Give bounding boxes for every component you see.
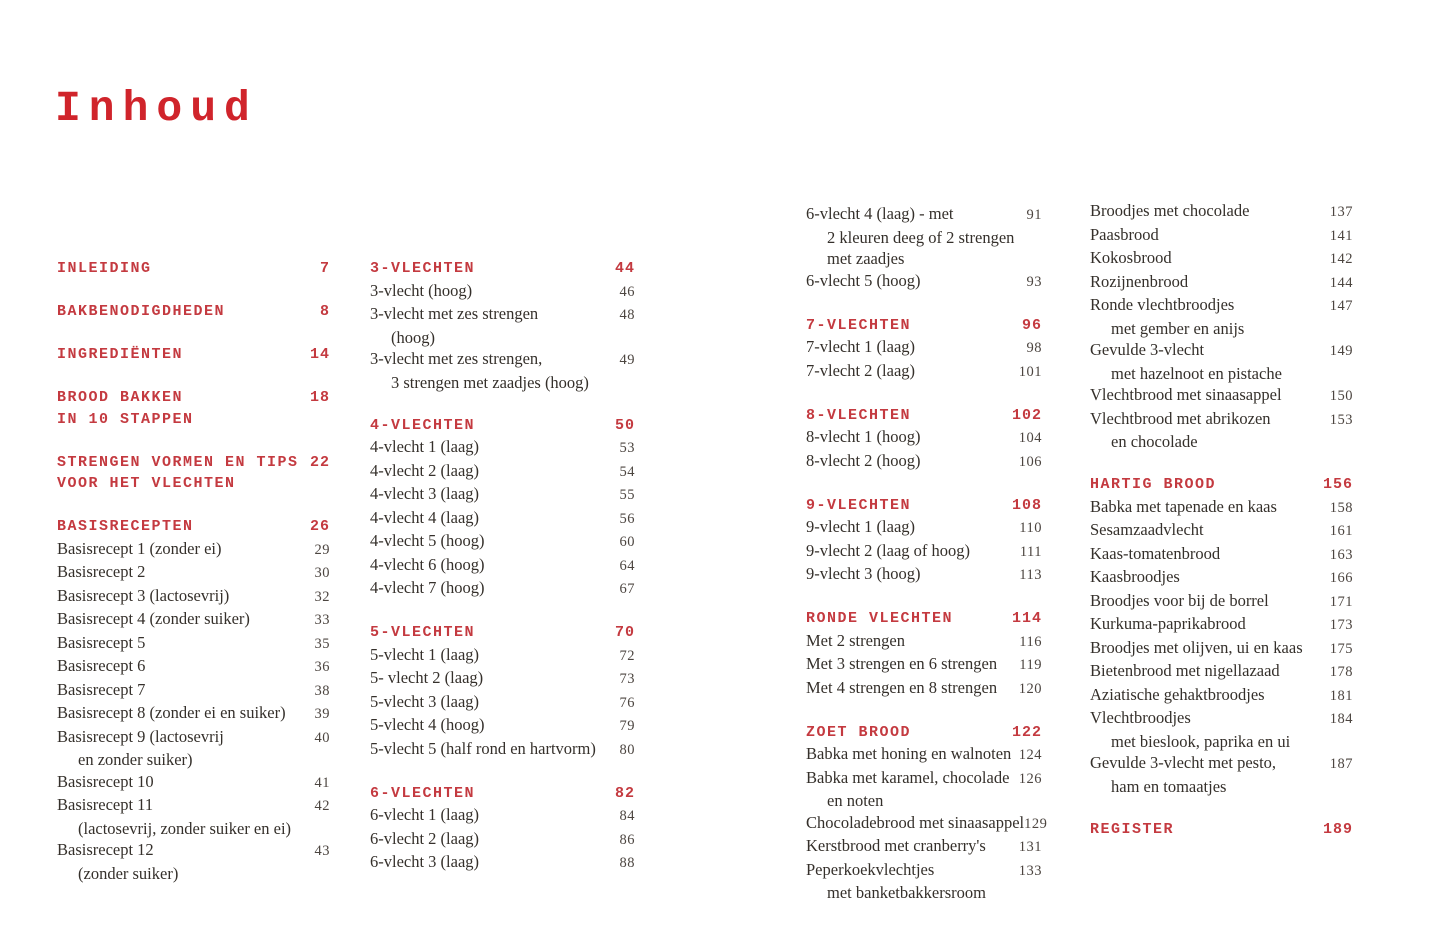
entry-page-number: 187 bbox=[1329, 756, 1353, 772]
entry-page-number: 98 bbox=[1026, 340, 1042, 356]
entry-page-number: 41 bbox=[314, 774, 330, 791]
entry-label: Chocoladebrood met sinaasappel bbox=[806, 812, 1025, 832]
toc-section bbox=[1090, 474, 1353, 797]
entry-page-number: 49 bbox=[619, 352, 635, 368]
entry-label: Kerstbrood met cranberry's bbox=[806, 836, 986, 855]
toc-entry bbox=[370, 303, 635, 327]
entry-label: 8-vlecht 2 (hoog) bbox=[806, 450, 921, 470]
entry-page-number: 141 bbox=[1329, 227, 1353, 244]
entry-continuation-line: met bieslook, paprika en ui bbox=[1111, 731, 1291, 751]
entry-label: Kaas-tomatenbrood bbox=[1090, 543, 1221, 563]
entry-label: 6-vlecht 4 (laag) - met bbox=[806, 204, 954, 223]
toc-section bbox=[57, 452, 330, 495]
entry-continuation-line: 2 kleuren deeg of 2 strengen bbox=[827, 227, 1015, 247]
entry-continuation-line: 3 strengen met zaadjes (hoog) bbox=[391, 372, 589, 392]
entry-label: Basisrecept 8 (zonder ei en suiker) bbox=[57, 703, 286, 722]
section-page-number: 26 bbox=[309, 518, 330, 535]
entry-label: Aziatische gehaktbroodjes bbox=[1090, 684, 1265, 704]
toc-entry bbox=[806, 563, 1042, 587]
toc-section bbox=[1090, 819, 1353, 841]
entry-label: Basisrecept 11 bbox=[57, 795, 154, 814]
entry-page-number: 171 bbox=[1329, 593, 1353, 610]
entry-page-number: 106 bbox=[1018, 453, 1042, 470]
toc-entry bbox=[370, 691, 635, 715]
section-page-number: 44 bbox=[614, 260, 635, 277]
entry-page-number: 137 bbox=[1329, 204, 1353, 220]
entry-page-number: 119 bbox=[1019, 657, 1042, 673]
entry-label: Vlechtbrood met sinaasappel bbox=[1090, 385, 1282, 404]
entry-label: Vlechtbrood met abrikozen bbox=[1090, 408, 1271, 428]
entry-page-number: 113 bbox=[1019, 567, 1042, 583]
page-title: Inhoud bbox=[55, 84, 258, 133]
entry-label: 9-vlecht 3 (hoog) bbox=[806, 564, 921, 583]
entry-label: Kaasbroodjes bbox=[1090, 567, 1180, 586]
entry-label: Broodjes met olijven, ui en kaas bbox=[1090, 637, 1303, 657]
toc-entry bbox=[806, 812, 1048, 836]
entry-page-number: 110 bbox=[1019, 520, 1042, 536]
entry-continuation-line: met banketbakkersroom bbox=[827, 883, 986, 902]
toc-entry bbox=[370, 667, 635, 691]
entry-page-number: 126 bbox=[1018, 770, 1042, 787]
entry-label: Gevulde 3-vlecht bbox=[1090, 340, 1205, 359]
entry-page-number: 147 bbox=[1329, 298, 1353, 314]
toc-entry bbox=[370, 804, 635, 828]
entry-page-number: 56 bbox=[619, 510, 635, 527]
toc-entry bbox=[370, 828, 635, 852]
toc-entry bbox=[1090, 613, 1353, 637]
toc-section bbox=[806, 203, 1042, 293]
section-header bbox=[806, 722, 1042, 744]
toc-entry bbox=[806, 630, 1042, 654]
toc-entry bbox=[370, 554, 635, 578]
section-header bbox=[57, 301, 330, 323]
entry-continuation-line: met gember en anijs bbox=[1111, 318, 1245, 338]
entry-label: 7-vlecht 1 (laag) bbox=[806, 337, 916, 356]
entry-label: 3-vlecht met zes strengen bbox=[370, 304, 539, 323]
entry-page-number: 33 bbox=[314, 612, 330, 628]
toc-entry bbox=[806, 270, 1042, 294]
toc-entry bbox=[1090, 660, 1353, 684]
entry-continuation-line: met zaadjes bbox=[827, 249, 905, 268]
entry-label: 8-vlecht 1 (hoog) bbox=[806, 427, 921, 446]
section-header-label: BROOD BAKKEN bbox=[57, 389, 184, 406]
section-header bbox=[370, 258, 635, 280]
section-header bbox=[1090, 474, 1353, 496]
toc-section bbox=[806, 315, 1042, 384]
entry-page-number: 84 bbox=[619, 808, 635, 824]
entry-label: Met 4 strengen en 8 strengen bbox=[806, 677, 998, 697]
toc-entry bbox=[806, 450, 1042, 474]
entry-label: Babka met honing en walnoten bbox=[806, 744, 1012, 763]
section-header bbox=[370, 783, 635, 805]
section-header-line: VOOR HET VLECHTEN bbox=[57, 475, 236, 492]
toc-entry bbox=[1090, 408, 1353, 432]
section-page-number: 22 bbox=[309, 453, 330, 471]
entry-label: Broodjes met chocolade bbox=[1090, 201, 1250, 220]
entry-page-number: 101 bbox=[1018, 363, 1042, 380]
toc-entry bbox=[1090, 590, 1353, 614]
entry-page-number: 43 bbox=[314, 843, 330, 859]
section-header bbox=[806, 315, 1042, 337]
toc-entry bbox=[370, 530, 635, 554]
toc-entry bbox=[1090, 543, 1353, 567]
section-header-label: 3-VLECHTEN bbox=[370, 260, 476, 277]
entry-label: Peperkoekvlechtjes bbox=[806, 859, 935, 879]
toc-entry bbox=[57, 538, 330, 562]
entry-page-number: 30 bbox=[314, 565, 330, 581]
section-header bbox=[806, 405, 1042, 427]
entry-label: 9-vlecht 2 (laag of hoog) bbox=[806, 540, 971, 560]
entry-label: Basisrecept 12 bbox=[57, 840, 154, 859]
entry-page-number: 91 bbox=[1026, 207, 1042, 223]
entry-label: Sesamzaadvlecht bbox=[1090, 520, 1204, 539]
entry-page-number: 149 bbox=[1329, 343, 1353, 359]
section-page-number: 114 bbox=[1011, 610, 1042, 627]
entry-page-number: 73 bbox=[619, 671, 635, 687]
entry-label: Basisrecept 3 (lactosevrij) bbox=[57, 585, 230, 605]
toc-entry bbox=[806, 336, 1042, 360]
toc-entry bbox=[57, 679, 330, 703]
entry-label: Babka met tapenade en kaas bbox=[1090, 496, 1277, 516]
toc-entry bbox=[806, 859, 1042, 883]
toc-section bbox=[806, 722, 1048, 904]
toc-column-3 bbox=[806, 203, 1048, 904]
entry-label: Basisrecept 9 (lactosevrij bbox=[57, 726, 224, 746]
entry-label: Ronde vlechtbroodjes bbox=[1090, 295, 1235, 314]
entry-continuation-line: ham en tomaatjes bbox=[1111, 776, 1227, 796]
toc-entry bbox=[1090, 684, 1353, 708]
section-header-label: INGREDIËNTEN bbox=[57, 346, 184, 363]
section-header-label: INLEIDING bbox=[57, 260, 152, 277]
entry-label: 5-vlecht 1 (laag) bbox=[370, 644, 480, 664]
entry-label: 4-vlecht 2 (laag) bbox=[370, 460, 480, 480]
section-header-label: BAKBENODIGDHEDEN bbox=[57, 303, 226, 320]
entry-label: 4-vlecht 5 (hoog) bbox=[370, 531, 485, 550]
toc-section bbox=[57, 344, 330, 366]
section-page-number: 102 bbox=[1011, 406, 1042, 424]
entry-page-number: 48 bbox=[619, 307, 635, 323]
toc-section bbox=[57, 516, 330, 884]
toc-entry bbox=[370, 436, 635, 460]
entry-label: Babka met karamel, chocolade bbox=[806, 767, 1010, 787]
entry-page-number: 129 bbox=[1024, 815, 1048, 832]
toc-column-2 bbox=[370, 258, 635, 875]
toc-entry bbox=[806, 653, 1042, 677]
toc-section bbox=[370, 258, 635, 393]
toc-entry bbox=[806, 426, 1042, 450]
toc-section bbox=[370, 622, 635, 761]
entry-continuation-line: (zonder suiker) bbox=[78, 863, 179, 883]
section-header bbox=[806, 608, 1042, 630]
entry-label: Rozijnenbrood bbox=[1090, 271, 1189, 291]
entry-page-number: 55 bbox=[619, 487, 635, 503]
section-header-label: 5-VLECHTEN bbox=[370, 624, 476, 641]
entry-label: Basisrecept 6 bbox=[57, 656, 146, 675]
entry-page-number: 116 bbox=[1019, 633, 1042, 650]
section-page-number: 96 bbox=[1021, 316, 1042, 334]
section-header bbox=[370, 415, 635, 437]
entry-continuation-line: en chocolade bbox=[1111, 432, 1198, 451]
section-header-label: STRENGEN VORMEN EN TIPS bbox=[57, 453, 299, 471]
entry-label: Bietenbrood met nigellazaad bbox=[1090, 661, 1280, 680]
section-header-label: REGISTER bbox=[1090, 820, 1175, 838]
toc-entry bbox=[370, 280, 635, 304]
entry-label: Vlechtbroodjes bbox=[1090, 708, 1191, 727]
entry-page-number: 166 bbox=[1329, 570, 1353, 586]
section-header-label: 4-VLECHTEN bbox=[370, 416, 476, 434]
toc-entry bbox=[806, 203, 1042, 227]
entry-label: 4-vlecht 1 (laag) bbox=[370, 437, 480, 456]
entry-page-number: 93 bbox=[1026, 273, 1042, 290]
toc-entry bbox=[806, 516, 1042, 540]
entry-label: Broodjes voor bij de borrel bbox=[1090, 590, 1269, 610]
entry-label: 3-vlecht met zes strengen, bbox=[370, 349, 543, 368]
entry-page-number: 153 bbox=[1329, 411, 1353, 428]
entry-label: Basisrecept 10 bbox=[57, 771, 154, 791]
toc-entry bbox=[1090, 637, 1353, 661]
entry-label: Kokosbrood bbox=[1090, 248, 1172, 267]
toc-entry bbox=[57, 632, 330, 656]
section-header bbox=[57, 452, 330, 474]
toc-section bbox=[806, 608, 1042, 700]
entry-label: 4-vlecht 4 (laag) bbox=[370, 507, 480, 527]
entry-page-number: 144 bbox=[1329, 274, 1353, 291]
entry-label: 5-vlecht 4 (hoog) bbox=[370, 715, 485, 734]
entry-continuation-line: en zonder suiker) bbox=[78, 750, 193, 769]
section-header bbox=[370, 622, 635, 644]
entry-label: 5-vlecht 5 (half rond en hartvorm) bbox=[370, 738, 596, 758]
entry-page-number: 173 bbox=[1329, 617, 1353, 633]
entry-label: 4-vlecht 6 (hoog) bbox=[370, 554, 485, 574]
toc-entry bbox=[806, 767, 1042, 791]
entry-page-number: 39 bbox=[314, 706, 330, 722]
toc-entry bbox=[1090, 496, 1353, 520]
toc-entry bbox=[57, 561, 330, 585]
entry-label: 6-vlecht 3 (laag) bbox=[370, 852, 480, 871]
section-header bbox=[806, 495, 1042, 517]
entry-page-number: 163 bbox=[1329, 546, 1353, 563]
toc-entry bbox=[370, 507, 635, 531]
toc-entry bbox=[57, 726, 330, 750]
entry-label: Basisrecept 2 bbox=[57, 562, 146, 581]
toc-entry bbox=[1090, 384, 1353, 408]
entry-page-number: 76 bbox=[619, 694, 635, 711]
entry-page-number: 60 bbox=[619, 534, 635, 550]
entry-label: Basisrecept 4 (zonder suiker) bbox=[57, 609, 250, 628]
section-page-number: 18 bbox=[309, 389, 330, 406]
entry-label: Gevulde 3-vlecht met pesto, bbox=[1090, 753, 1277, 772]
toc-entry bbox=[370, 483, 635, 507]
section-header-label: ZOET BROOD bbox=[806, 723, 912, 741]
section-page-number: 189 bbox=[1322, 820, 1353, 838]
toc-entry bbox=[370, 714, 635, 738]
entry-page-number: 36 bbox=[314, 659, 330, 675]
section-page-number: 156 bbox=[1322, 476, 1353, 493]
toc-entry bbox=[370, 851, 635, 875]
toc-entry bbox=[1090, 339, 1353, 363]
toc-entry bbox=[1090, 566, 1353, 590]
entry-page-number: 184 bbox=[1329, 711, 1353, 727]
entry-label: 3-vlecht (hoog) bbox=[370, 280, 473, 300]
entry-page-number: 181 bbox=[1329, 687, 1353, 704]
toc-entry bbox=[1090, 224, 1353, 248]
entry-page-number: 175 bbox=[1329, 640, 1353, 657]
section-header-label: 7-VLECHTEN bbox=[806, 316, 912, 334]
entry-page-number: 46 bbox=[619, 283, 635, 300]
toc-section bbox=[57, 258, 330, 280]
toc-entry bbox=[370, 644, 635, 668]
toc-entry bbox=[57, 655, 330, 679]
entry-page-number: 32 bbox=[314, 588, 330, 605]
entry-page-number: 104 bbox=[1018, 430, 1042, 446]
entry-label: 5-vlecht 3 (laag) bbox=[370, 691, 480, 711]
entry-continuation-line: met hazelnoot en pistache bbox=[1111, 363, 1282, 383]
entry-page-number: 53 bbox=[619, 440, 635, 456]
section-page-number: 14 bbox=[309, 346, 330, 363]
entry-label: 6-vlecht 2 (laag) bbox=[370, 828, 480, 848]
entry-continuation-line: (hoog) bbox=[391, 327, 435, 347]
entry-label: Basisrecept 1 (zonder ei) bbox=[57, 538, 222, 558]
toc-entry bbox=[57, 839, 330, 863]
toc-entry bbox=[57, 585, 330, 609]
section-page-number: 8 bbox=[319, 303, 330, 320]
entry-label: 5- vlecht 2 (laag) bbox=[370, 668, 484, 687]
toc-section bbox=[1090, 200, 1353, 453]
toc-entry bbox=[370, 738, 635, 762]
entry-page-number: 80 bbox=[619, 741, 635, 758]
entry-label: 9-vlecht 1 (laag) bbox=[806, 517, 916, 536]
toc-entry bbox=[370, 348, 635, 372]
toc-entry bbox=[1090, 707, 1353, 731]
toc-entry bbox=[57, 794, 330, 818]
section-header bbox=[57, 387, 330, 409]
toc-column-4 bbox=[1090, 200, 1353, 840]
toc-entry bbox=[1090, 247, 1353, 271]
entry-page-number: 38 bbox=[314, 682, 330, 699]
toc-section bbox=[370, 415, 635, 601]
toc-entry bbox=[1090, 752, 1353, 776]
entry-page-number: 54 bbox=[619, 463, 635, 480]
toc-entry bbox=[1090, 519, 1353, 543]
entry-label: Kurkuma-paprikabrood bbox=[1090, 614, 1246, 633]
toc-entry bbox=[806, 835, 1042, 859]
entry-page-number: 67 bbox=[619, 581, 635, 597]
section-header bbox=[57, 516, 330, 538]
entry-page-number: 178 bbox=[1329, 664, 1353, 680]
toc-entry bbox=[57, 771, 330, 795]
entry-label: 6-vlecht 5 (hoog) bbox=[806, 270, 921, 290]
entry-page-number: 111 bbox=[1019, 543, 1042, 560]
section-header-label: RONDE VLECHTEN bbox=[806, 610, 954, 627]
section-header-line: IN 10 STAPPEN bbox=[57, 410, 194, 428]
section-header bbox=[57, 258, 330, 280]
entry-page-number: 86 bbox=[619, 831, 635, 848]
entry-page-number: 40 bbox=[314, 729, 330, 746]
section-page-number: 50 bbox=[614, 416, 635, 434]
toc-entry bbox=[370, 577, 635, 601]
entry-continuation-line: (lactosevrij, zonder suiker en ei) bbox=[78, 818, 292, 838]
entry-label: Met 2 strengen bbox=[806, 630, 905, 650]
entry-page-number: 35 bbox=[314, 635, 330, 652]
entry-continuation-line: en noten bbox=[827, 791, 884, 810]
entry-page-number: 42 bbox=[314, 798, 330, 814]
entry-label: 6-vlecht 1 (laag) bbox=[370, 805, 480, 824]
entry-label: Met 3 strengen en 6 strengen bbox=[806, 654, 998, 673]
entry-page-number: 88 bbox=[619, 855, 635, 871]
toc-entry bbox=[57, 702, 330, 726]
toc-section bbox=[806, 405, 1042, 474]
toc-entry bbox=[806, 677, 1042, 701]
toc-entry bbox=[806, 360, 1042, 384]
section-header bbox=[57, 344, 330, 366]
entry-page-number: 131 bbox=[1018, 839, 1042, 855]
toc-section bbox=[57, 387, 330, 430]
section-header-label: 8-VLECHTEN bbox=[806, 406, 912, 424]
toc-section bbox=[370, 783, 635, 875]
entry-page-number: 161 bbox=[1329, 523, 1353, 539]
entry-label: 4-vlecht 3 (laag) bbox=[370, 484, 480, 503]
entry-page-number: 64 bbox=[619, 557, 635, 574]
entry-label: Paasbrood bbox=[1090, 224, 1159, 244]
entry-page-number: 79 bbox=[619, 718, 635, 734]
toc-section bbox=[57, 301, 330, 323]
section-header-label: 9-VLECHTEN bbox=[806, 496, 912, 514]
toc-entry bbox=[57, 608, 330, 632]
section-page-number: 82 bbox=[614, 784, 635, 802]
toc-section bbox=[806, 495, 1042, 587]
section-page-number: 7 bbox=[319, 260, 330, 277]
entry-page-number: 120 bbox=[1018, 680, 1042, 697]
entry-page-number: 150 bbox=[1329, 388, 1353, 404]
section-page-number: 122 bbox=[1011, 723, 1042, 741]
entry-page-number: 133 bbox=[1018, 862, 1042, 879]
section-header bbox=[1090, 819, 1353, 841]
section-header-label: 6-VLECHTEN bbox=[370, 784, 476, 802]
entry-page-number: 124 bbox=[1018, 747, 1042, 763]
toc-entry bbox=[370, 460, 635, 484]
toc-entry bbox=[806, 540, 1042, 564]
toc-entry bbox=[806, 743, 1042, 767]
entry-page-number: 142 bbox=[1329, 251, 1353, 267]
entry-page-number: 158 bbox=[1329, 499, 1353, 516]
entry-label: Basisrecept 5 bbox=[57, 632, 146, 652]
section-header-label: BASISRECEPTEN bbox=[57, 518, 194, 535]
toc-entry bbox=[1090, 271, 1353, 295]
toc-entry bbox=[1090, 200, 1353, 224]
entry-label: 7-vlecht 2 (laag) bbox=[806, 360, 916, 380]
section-page-number: 70 bbox=[614, 624, 635, 641]
section-page-number: 108 bbox=[1011, 496, 1042, 514]
entry-label: Basisrecept 7 bbox=[57, 679, 146, 699]
section-header-label: HARTIG BROOD bbox=[1090, 476, 1217, 493]
entry-label: 4-vlecht 7 (hoog) bbox=[370, 578, 485, 597]
toc-column-1 bbox=[57, 258, 330, 884]
entry-page-number: 29 bbox=[314, 541, 330, 558]
entry-page-number: 72 bbox=[619, 647, 635, 664]
toc-entry bbox=[1090, 294, 1353, 318]
